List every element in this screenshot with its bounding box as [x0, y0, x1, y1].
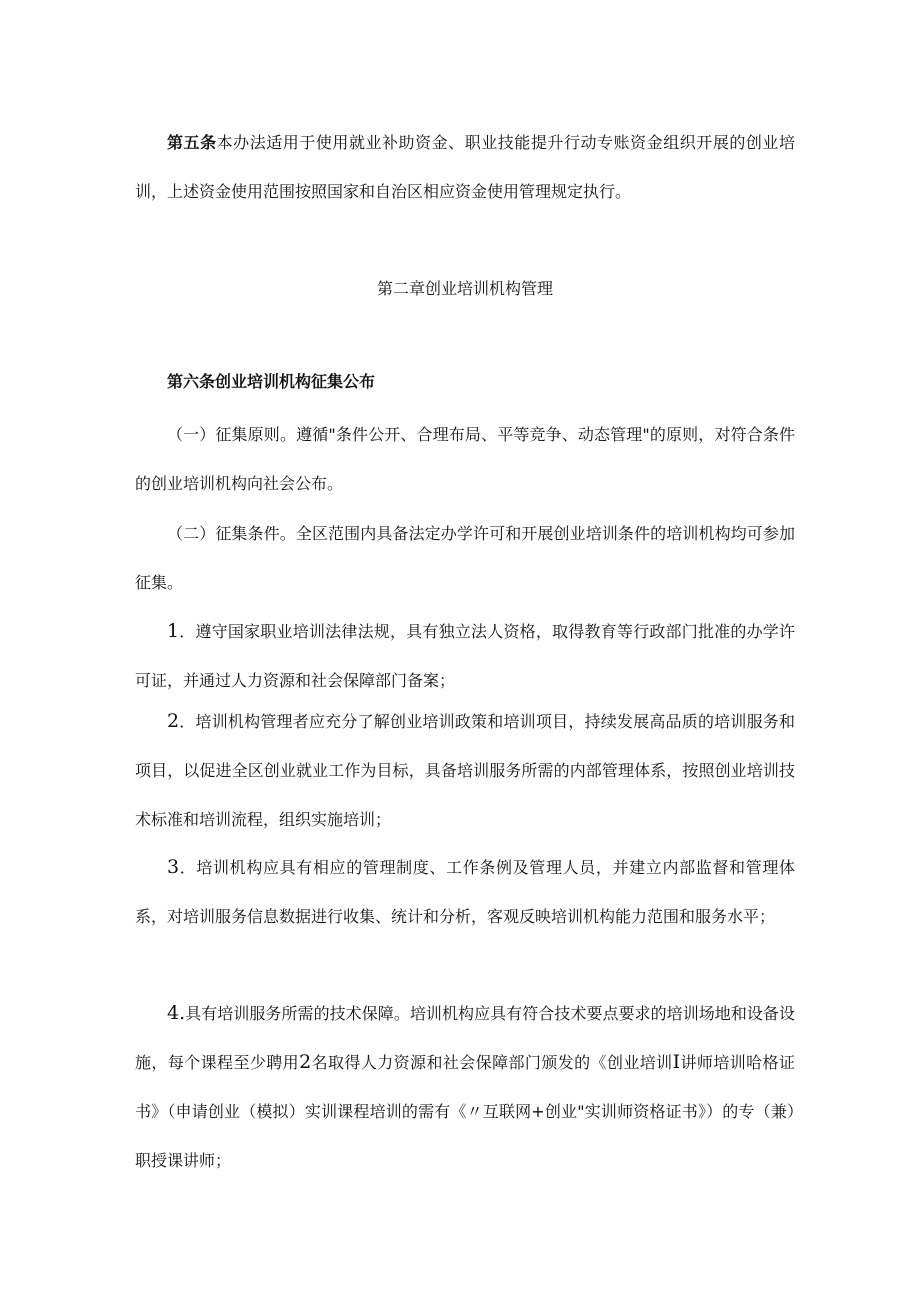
article-5-text: 本办法适用于使用就业补助资金、职业技能提升行动专账资金组织开展的创业培训，上述资金使用范围按照国家和自治区相应资金使用管理规定执行。	[135, 133, 795, 201]
condition-3-number: 3	[167, 856, 180, 878]
condition-4-text-b: 名取得人力资源和社会保障部门颁发的《创业培训	[311, 1053, 673, 1072]
article-5-label: 第五条	[167, 133, 217, 152]
article-6-item-2: （二）征集条件。全区范围内具备法定办学许可和开展创业培训条件的培训机构均可参加征集。	[135, 524, 795, 592]
condition-3	[135, 843, 795, 941]
article-6-item-1: （一）征集原则。遵循"条件公开、合理布局、平等竞争、动态管理"的原则，对符合条件的创业培训机构向社会公布。	[135, 425, 795, 493]
condition-4-text-a: 具有培训服务所需的技术保障。培训机构应具有符合技术要点要求的培训场地和设备设施，每个课程至少聘用	[135, 1004, 795, 1072]
article-6-title: 第六条创业培训机构征集公布	[167, 372, 376, 391]
condition-2-number: 2	[167, 710, 180, 732]
condition-4-number: 4.	[167, 1002, 186, 1024]
condition-2	[135, 697, 795, 844]
article-5-paragraph	[135, 118, 795, 216]
condition-1	[135, 607, 795, 705]
condition-1-number: 1	[167, 620, 180, 642]
chapter-2-heading: 第二章创业培训机构管理	[376, 279, 553, 298]
condition-4-roman: I	[672, 1051, 681, 1073]
condition-4-count: 2	[299, 1051, 312, 1073]
condition-4-text-c: 讲师培训哈格证书》（申请创业（模拟）实训课程培训的需有《〃互联网+创业"实训师资格证书》）的专（兼）职授课讲师；	[135, 1053, 795, 1170]
condition-1-text: ．遵守国家职业培训法律法规，具有独立法人资格，取得教育等行政部门批准的办学许可证，并通过人力资源和社会保障部门备案；	[135, 622, 795, 690]
condition-2-text: ．培训机构管理者应充分了解创业培训政策和培训项目，持续发展高品质的培训服务和项目，以促进全区创业就业工作为目标，具备培训服务所需的内部管理体系，按照创业培训技术标准和培训流程，组织实施培训；	[135, 712, 795, 829]
condition-3-text: ．培训机构应具有相应的管理制度、工作条例及管理人员，并建立内部监督和管理体系，对培训服务信息数据进行收集、统计和分析，客观反映培训机构能力范围和服务水平；	[135, 858, 795, 926]
condition-4	[135, 989, 795, 1185]
